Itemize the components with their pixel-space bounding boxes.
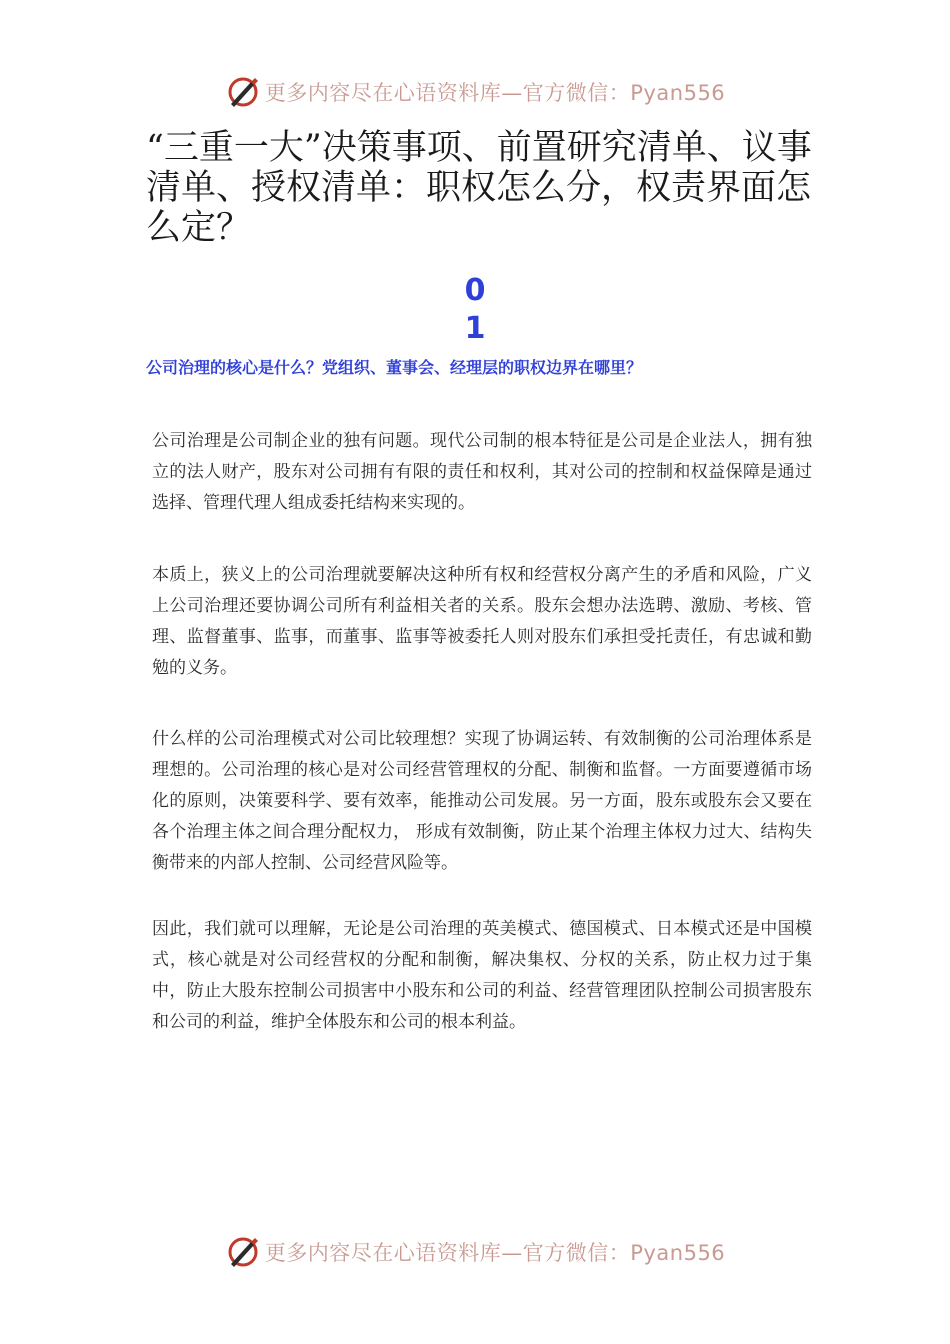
section-number-digit-2: 1 [464, 311, 486, 346]
body-paragraph-2: 本质上，狭义上的公司治理就要解决这种所有权和经营权分离产生的矛盾和风险，广义上公司治理还要协调公司所有利益相关者的关系。股东会想办法选聘、激励、考核、管理、监督董事、监事，而董事、监事等被委托人则对股东们承担受托责任，有忠诚和勤勉的义务。 [152, 565, 812, 678]
footer-banner [0, 1232, 950, 1272]
header-banner [0, 72, 950, 112]
header-banner-text: 更多内容尽在心语资料库—官方微信：Pyan556 [264, 81, 726, 105]
footer-banner-text: 更多内容尽在心语资料库—官方微信：Pyan556 [264, 1241, 726, 1265]
body-paragraph-3: 什么样的公司治理模式对公司比较理想？实现了协调运转、有效制衡的公司治理体系是理想的。公司治理的核心是对公司经营管理权的分配、制衡和监督。一方面要遵循市场化的原则，决策要科学、要有效率，能推动公司发展。另一方面，股东或股东会又要在各个治理主体之间合理分配权力， 形成有效制衡，防止某个治理主体权力过大、结构失衡带来的内部人控制、公司经营风险等。 [152, 729, 812, 873]
document-title: “三重一大”决策事项、前置研究清单、议事清单、授权清单：职权怎么分，权责界面怎么定？ [146, 128, 812, 248]
pen-logo-icon [225, 1234, 261, 1270]
section-number-digit-1: 0 [464, 273, 486, 308]
section-number [460, 272, 490, 348]
body-paragraph-4: 因此，我们就可以理解，无论是公司治理的英美模式、德国模式、日本模式还是中国模式，核心就是对公司经营权的分配和制衡，解决集权、分权的关系，防止权力过于集中，防止大股东控制公司损害中小股东和公司的利益、经营管理团队控制公司损害股东和公司的利益，维护全体股东和公司的根本利益。 [152, 919, 812, 1032]
body-paragraph-1: 公司治理是公司制企业的独有问题。现代公司制的根本特征是公司是企业法人，拥有独立的法人财产，股东对公司拥有有限的责任和权利，其对公司的控制和权益保障是通过选择、管理代理人组成委托结构来实现的。 [152, 431, 812, 513]
pen-logo-icon [225, 74, 261, 110]
section-heading: 公司治理的核心是什么？党组织、董事会、经理层的职权边界在哪里？ [146, 358, 643, 377]
